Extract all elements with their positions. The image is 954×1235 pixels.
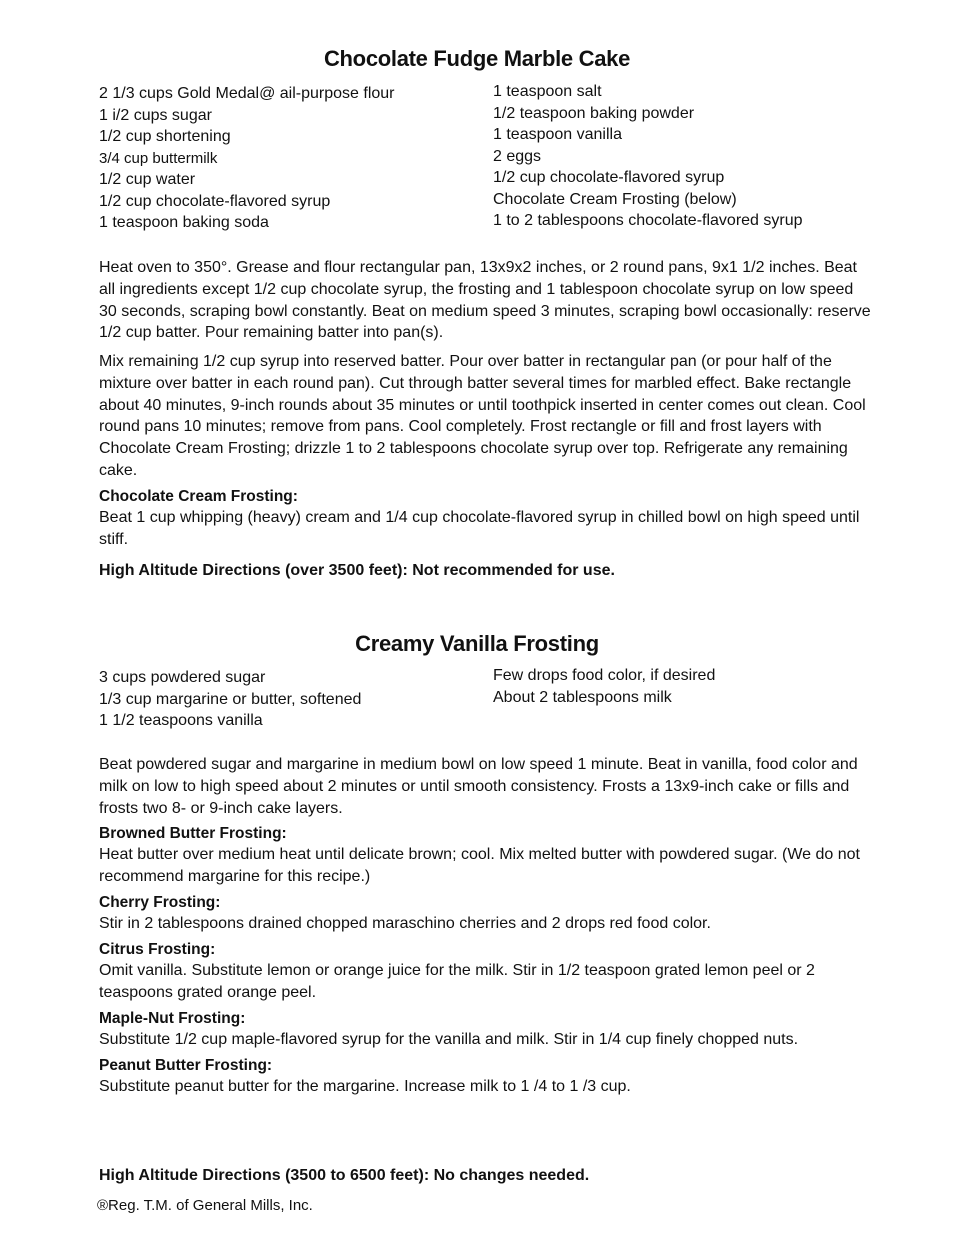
ingredient: 1 1/2 teaspoons vanilla — [99, 712, 263, 729]
ingredient: 1 teaspoon salt — [493, 83, 602, 100]
variation-heading: Peanut Butter Frosting: — [99, 1057, 273, 1074]
ingredient: 1/2 teaspoon baking powder — [493, 104, 695, 122]
variation-heading: Citrus Frosting: — [99, 941, 216, 958]
ingredient: 1/2 cup shortening — [99, 128, 231, 145]
ingredient: 3 cups powdered sugar — [99, 669, 266, 686]
ingredient: 1 i/2 cups sugar — [99, 106, 212, 124]
ingredient: 1/2 cup water — [99, 171, 196, 188]
ingredient: 1/3 cup margarine or butter, softened — [99, 690, 362, 708]
variation-text: Heat butter over medium heat until delicate brown; cool. Mix melted butter with powdered sugar. (We do not recommend margarine for this recipe.) — [99, 846, 860, 885]
cake-directions-1: Heat oven to 350°. Grease and flour rectangular pan, 13x9x2 inches, or 2 round pans, 9x1 1/2 inches. Beat all ingredients except 1/2 cup chocolate syrup, the frosting and 1 tablespoon chocolate syrup on low speed 30 seconds, scraping bowl constantly. Beat on medium speed 3 minutes, scraping bowl occasionally: reserve 1/2 cup batter. Pour remaining batter into pan(s). — [99, 259, 871, 342]
cake-ingredients-right — [493, 81, 923, 232]
frosting-high-altitude: High Altitude Directions (3500 to 6500 feet): No changes needed. — [99, 1167, 590, 1184]
ingredient: 1 teaspoon baking soda — [99, 214, 269, 231]
variation-heading: Cherry Frosting: — [99, 894, 221, 911]
ingredient: 1/2 cup chocolate-flavored syrup — [99, 192, 331, 210]
cake-ingredients-left — [99, 83, 529, 234]
frosting-ingredients-left — [99, 667, 529, 732]
ingredient: Few drops food color, if desired — [493, 667, 716, 684]
ingredient: 2 eggs — [493, 147, 542, 165]
variation-text: Stir in 2 tablespoons drained chopped maraschino cherries and 2 drops red food color. — [99, 915, 711, 932]
variation-text: Substitute 1/2 cup maple-flavored syrup for the vanilla and milk. Stir in 1/4 cup finely chopped nuts. — [99, 1031, 799, 1048]
frosting-ingredients-right — [493, 665, 923, 708]
cream-frosting-heading: Chocolate Cream Frosting: — [99, 488, 298, 505]
cake-directions-2: Mix remaining 1/2 cup syrup into reserved batter. Pour over batter in rectangular pan (or pour half of the mixture over batter in each round pan). Cut through batter several times for marbled effect. Bake rectangle about 40 minutes, 9-inch rounds about 35 minutes or until toothpick inserted in center comes out clean. Cool round pans 10 minutes; remove from pans. Cool completely. Frost rectangle or fill and frost layers with Chocolate Cream Frosting; drizzle 1 to 2 tablespoons chocolate syrup over top. Refrigerate any remaining cake. — [99, 353, 866, 479]
ingredient: 1 teaspoon vanilla — [493, 126, 622, 143]
cream-frosting-text: Beat 1 cup whipping (heavy) cream and 1/4 cup chocolate-flavored syrup in chilled bowl on high speed until stiff. — [99, 509, 860, 548]
frosting-title: Creamy Vanilla Frosting — [355, 631, 599, 656]
trademark-footer: ®Reg. T.M. of General Mills, Inc. — [97, 1197, 313, 1214]
cake-title: Chocolate Fudge Marble Cake — [323, 46, 631, 71]
variation-heading: Browned Butter Frosting: — [99, 825, 287, 842]
ingredient: 3/4 cup buttermilk — [99, 149, 218, 167]
ingredient: 2 1/3 cups Gold Medal@ ail-purpose flour — [99, 85, 395, 102]
ingredient: Chocolate Cream Frosting (below) — [493, 190, 737, 208]
variation-text: Omit vanilla. Substitute lemon or orange juice for the milk. Stir in 1/2 teaspoon grated lemon peel or 2 teaspoons grated orange peel. — [99, 962, 815, 1001]
variation-text: Substitute peanut butter for the margarine. Increase milk to 1 /4 to 1 /3 cup. — [99, 1078, 631, 1095]
frosting-directions: Beat powdered sugar and margarine in medium bowl on low speed 1 minute. Beat in vanilla, food color and milk on low to high speed about 2 minutes or until smooth consistency. Frosts a 13x9-inch cake or fills and frosts two 8- or 9-inch cake layers. — [99, 756, 858, 817]
ingredient: 1 to 2 tablespoons chocolate-flavored syrup — [493, 212, 803, 229]
variation-heading: Maple-Nut Frosting: — [99, 1010, 246, 1027]
ingredient: 1/2 cup chocolate-flavored syrup — [493, 169, 725, 186]
ingredient: About 2 tablespoons milk — [493, 688, 672, 706]
cake-high-altitude: High Altitude Directions (over 3500 feet): Not recommended for use. — [99, 562, 615, 579]
